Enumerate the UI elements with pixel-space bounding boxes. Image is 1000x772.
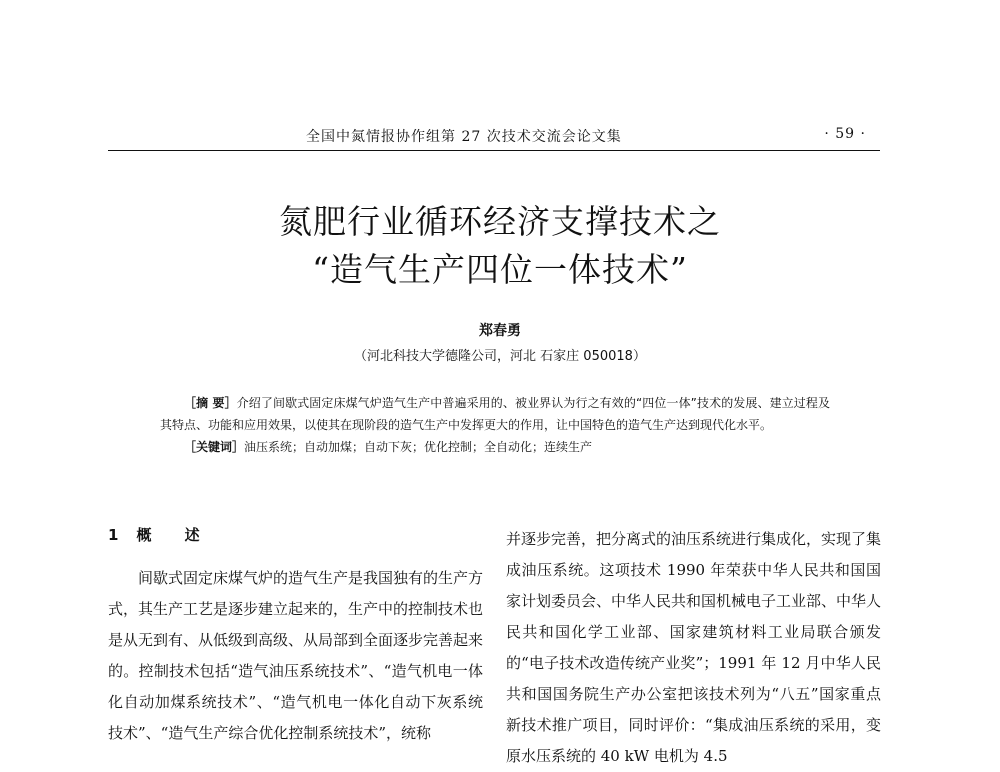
body-column-left [108, 520, 483, 749]
paper-title-line1: 氮肥行业循环经济支撑技术之 [279, 202, 721, 241]
header-rule [108, 150, 880, 151]
body-column-right [506, 524, 881, 772]
section-number: 1 [108, 526, 119, 544]
abstract-block [160, 392, 830, 458]
abstract-label: ［摘 要］ [184, 396, 237, 410]
abstract-paragraph [160, 392, 830, 436]
author-affiliation: （河北科技大学德隆公司，河北 石家庄 050018） [354, 349, 646, 364]
body-paragraph-left: 间歇式固定床煤气炉的造气生产是我国独有的生产方式，其生产工艺是逐步建立起来的，生产中的控制技术也是从无到有、从低级到高级、从局部到全面逐步完善起来的。控制技术包括“造气油压系统技术”、“造气机电一体化自动加煤系统技术”、“造气机电一体化自动下灰系统技术”、“造气生产综合优化控制系统技术”，统称 [108, 569, 484, 742]
keywords-text: 油压系统；自动加煤；自动下灰；优化控制；全自动化；连续生产 [244, 440, 593, 454]
author-name: 郑春勇 [479, 323, 521, 339]
journal-title: 全国中氮情报协作组第 27 次技术交流会论文集 [306, 129, 622, 145]
paper-title-line2: “造气生产四位一体技术” [312, 250, 688, 289]
abstract-text: 介绍了间歇式固定床煤气炉造气生产中普遍采用的、被业界认为行之有效的“四位一体”技术的发展、建立过程及其特点、功能和应用效果，以使其在现阶段的造气生产中发挥更大的作用，让中国特色的造气生产达到现代化水平。 [160, 396, 830, 432]
section-heading [108, 520, 483, 551]
running-header [108, 124, 880, 148]
body-paragraph-right: 并逐步完善，把分离式的油压系统进行集成化，实现了集成油压系统。这项技术 1990 年荣获中华人民共和国国家计划委员会、中华人民共和国机械电子工业部、中华人民共和国化学工业部、国家建筑材料工业局联合颁发的“电子技术改造传统产业奖”；1991 年 12 月中华人民共和国国务院生产办公室把该技术列为“八五”国家重点新技术推广项目，同时评价：“集成油压系统的采用，变原水压系统的 40 kW 电机为 4.5 [506, 530, 882, 765]
section-title: 概 述 [136, 526, 214, 544]
keywords-label: ［关键词］ [184, 440, 245, 454]
keywords-line [160, 436, 830, 458]
page-number: · 59 · [824, 126, 866, 142]
